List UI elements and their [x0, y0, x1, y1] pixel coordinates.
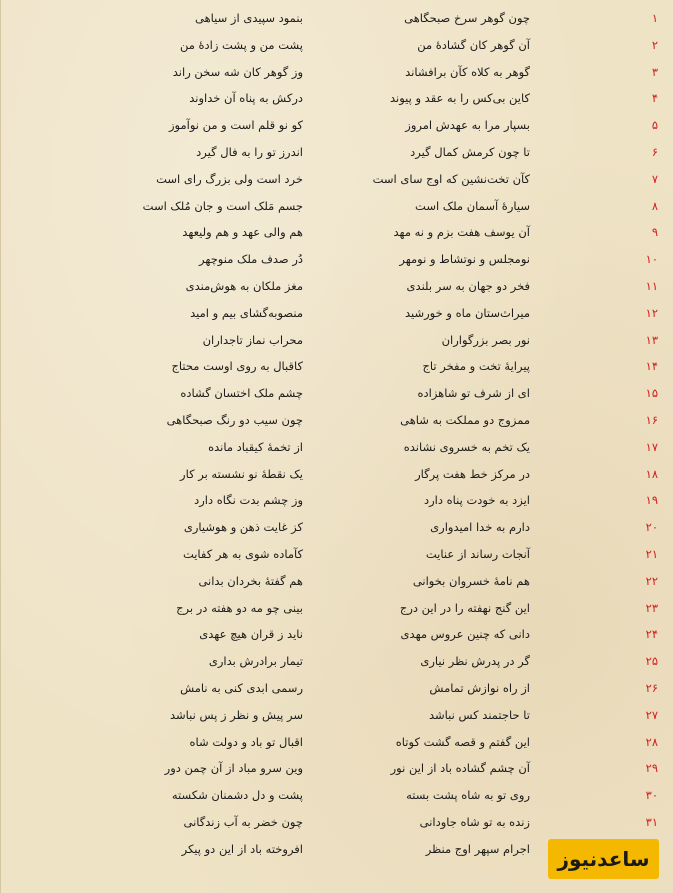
verse-row — [1, 248, 673, 275]
first-hemistich: میراث‌ستان ماه و خورشید — [404, 305, 530, 320]
verse-number: ۴ — [651, 91, 658, 106]
first-hemistich: آنجات رساند از عنایت — [425, 546, 530, 561]
first-hemistich: فخر دو جهان به سر بلندی — [406, 278, 530, 293]
verse-row — [1, 34, 673, 61]
second-hemistich: سر پیش و نظر ز پس نباشد — [169, 707, 303, 722]
first-hemistich: چون گوهر سرخ صبحگاهی — [404, 11, 530, 25]
second-hemistich: محراب نماز تاجداران — [202, 332, 303, 347]
first-hemistich: دانی که چنین عروس مهدی — [400, 627, 530, 642]
verse-number: ۳ — [651, 64, 658, 79]
second-hemistich: افروخته باد از این دو پیکر — [181, 841, 303, 856]
verse-number: ۷ — [651, 171, 658, 186]
verse-row — [1, 195, 673, 222]
second-hemistich: چون سیب دو رنگ صبحگاهی — [166, 412, 303, 427]
verse-number: ۱۵ — [645, 386, 658, 401]
verse-number: ۱۲ — [645, 305, 658, 320]
second-hemistich: کآماده شوی به هر کفایت — [182, 546, 303, 561]
first-hemistich: این گنج نهفته را در این درج — [399, 600, 530, 615]
first-hemistich: یک تخم به خسروی نشانده — [403, 439, 530, 454]
second-hemistich: تیمار برادرش بداری — [208, 654, 303, 669]
second-hemistich: هم والی عهد و هم ولیعهد — [182, 225, 303, 240]
first-hemistich: آن یوسف هفت بزم و نه مهد — [393, 225, 530, 240]
second-hemistich: بنمود سپیدی از سیاهی — [195, 11, 303, 25]
verse-number: ۲۲ — [645, 573, 658, 588]
verse-row — [1, 221, 673, 248]
second-hemistich: پشت من و پشت زادهٔ من — [179, 37, 303, 52]
second-hemistich: یک نقطهٔ نو نشسته بر کار — [180, 466, 303, 481]
second-hemistich: هم گفتهٔ بخردان بدانی — [198, 573, 303, 588]
first-hemistich: تا چون کرمش کمال گیرد — [410, 144, 530, 159]
verse-row — [1, 436, 673, 463]
verse-number: ۱۸ — [645, 466, 658, 481]
verse-row — [1, 87, 673, 114]
second-hemistich: چون خضر به آب زندگانی — [183, 814, 303, 829]
verse-number: ۱۹ — [645, 493, 658, 508]
verse-number: ۱۱ — [645, 278, 658, 293]
first-hemistich: زنده به تو شاه جاودانی — [419, 814, 530, 829]
verse-row — [1, 543, 673, 570]
verse-number: ۸ — [651, 198, 658, 213]
second-hemistich: چشم ملک اختسان گشاده — [180, 386, 303, 401]
verse-number: ۲ — [651, 37, 658, 52]
verse-row — [1, 784, 673, 811]
verse-number: ۳۰ — [645, 788, 658, 803]
first-hemistich: گوهر به کلاه کآن برافشاند — [405, 64, 530, 79]
verse-number: ۶ — [651, 144, 658, 159]
verse-row — [1, 704, 673, 731]
second-hemistich: اقبال تو باد و دولت شاه — [189, 734, 303, 749]
second-hemistich: اندرز تو را به فال گیرد — [196, 144, 303, 159]
second-hemistich: منصوبه‌گشای بیم و امید — [190, 305, 303, 320]
verse-row — [1, 650, 673, 677]
first-hemistich: اجرام سپهر اوج منظر — [425, 841, 530, 856]
second-hemistich: پشت و دل دشمنان شکسته — [171, 788, 303, 803]
second-hemistich: رسمی ابدی کنی به نامش — [180, 680, 303, 695]
second-hemistich: مغز ملکان به هوش‌مندی — [185, 278, 303, 293]
verse-row — [1, 623, 673, 650]
first-hemistich: نور بصر بزرگواران — [441, 332, 530, 347]
first-hemistich: ای از شرف تو شاهزاده — [417, 386, 530, 401]
verse-number: ۲۶ — [645, 680, 658, 695]
first-hemistich: تا حاجتمند کس نباشد — [428, 707, 530, 722]
first-hemistich: از راه نوازش تمامش — [429, 680, 530, 695]
verse-row — [1, 355, 673, 382]
verse-row — [1, 114, 673, 141]
verse-number: ۲۱ — [645, 546, 658, 561]
verse-number: ۲۹ — [645, 761, 658, 776]
verse-row — [1, 141, 673, 168]
first-hemistich: در مرکز خط هفت پرگار — [415, 466, 530, 481]
verse-number: ۲۴ — [645, 627, 658, 642]
verse-number: ۲۳ — [645, 600, 658, 615]
first-hemistich: گر در پدرش نظر نیاری — [420, 654, 530, 669]
second-hemistich: جسم مَلک است و جان مُلک است — [142, 198, 303, 213]
second-hemistich: بینی چو مه دو هفته در برج — [176, 600, 303, 615]
second-hemistich: از تخمهٔ کیقباد مانده — [208, 439, 303, 454]
second-hemistich: ناید ز قران هیچ عهدی — [199, 627, 303, 642]
first-hemistich: بسپار مرا به عهدش امروز — [405, 118, 530, 133]
verse-row — [1, 677, 673, 704]
verse-row — [1, 489, 673, 516]
verse-number: ۱۳ — [645, 332, 658, 347]
verse-number: ۳۱ — [645, 814, 658, 829]
verse-number: ۲۵ — [645, 654, 658, 669]
verse-row — [1, 329, 673, 356]
verse-row — [1, 463, 673, 490]
verse-row — [1, 61, 673, 88]
first-hemistich: کاین بی‌کس را به عقد و پیوند — [389, 91, 530, 106]
second-hemistich: وین سرو مباد از آن چمن دور — [164, 761, 303, 776]
verse-number: ۵ — [651, 118, 658, 133]
second-hemistich: کاقبال به روی اوست محتاج — [171, 359, 303, 374]
first-hemistich: سیارهٔ آسمان ملک است — [415, 198, 530, 213]
verse-row — [1, 382, 673, 409]
verse-row — [1, 731, 673, 758]
second-hemistich: کو نو قلم است و من نوآموز — [168, 118, 303, 133]
verse-row — [1, 168, 673, 195]
verse-number: ۱۶ — [645, 412, 658, 427]
verse-number: ۱۰ — [645, 252, 658, 267]
verse-list — [1, 7, 673, 865]
second-hemistich: کز غایت ذهن و هوشیاری — [183, 520, 303, 535]
verse-number: ۲۰ — [645, 520, 658, 535]
verse-row — [1, 275, 673, 302]
verse-row — [1, 302, 673, 329]
verse-number: ۲۷ — [645, 707, 658, 722]
first-hemistich: نومجلس و نوتشاط و نومهر — [399, 252, 530, 267]
first-hemistich: هم نامهٔ خسروان بخوانی — [412, 573, 530, 588]
first-hemistich: ایزد به خودت پناه دارد — [423, 493, 530, 508]
first-hemistich: این گفتم و قصه گشت کوتاه — [395, 734, 530, 749]
verse-row — [1, 811, 673, 838]
verse-row — [1, 516, 673, 543]
first-hemistich: روی تو به شاه پشت بسته — [406, 788, 530, 803]
first-hemistich: دارم به خدا امیدواری — [430, 520, 530, 535]
verse-row — [1, 570, 673, 597]
verse-row — [1, 7, 673, 34]
verse-number: ۱۴ — [645, 359, 658, 374]
first-hemistich: آن گوهر کان گشادهٔ من — [417, 37, 530, 52]
verse-row — [1, 757, 673, 784]
verse-number: ۱ — [651, 11, 658, 25]
verse-row — [1, 597, 673, 624]
first-hemistich: آن چشم گشاده باد از این نور — [390, 761, 530, 776]
first-hemistich: پیرایهٔ تخت و مفخر تاج — [422, 359, 530, 374]
verse-number: ۱۷ — [645, 439, 658, 454]
saednews-logo: ساعدنیوز — [548, 839, 659, 879]
second-hemistich: دُر صدف ملک منوچهر — [199, 252, 303, 267]
first-hemistich: کآن تخت‌نشین که اوج سای است — [372, 171, 530, 186]
first-hemistich: ممزوج دو مملکت به شاهی — [400, 412, 530, 427]
verse-number: ۹ — [651, 225, 658, 240]
verse-row — [1, 409, 673, 436]
second-hemistich: درکش به پناه آن خداوند — [189, 91, 303, 106]
second-hemistich: وز چشم بدت نگاه دارد — [194, 493, 303, 508]
verse-number: ۲۸ — [645, 734, 658, 749]
second-hemistich: خرد است ولی بزرگ رای است — [156, 171, 303, 186]
second-hemistich: وز گوهر کان شه سخن راند — [172, 64, 303, 79]
